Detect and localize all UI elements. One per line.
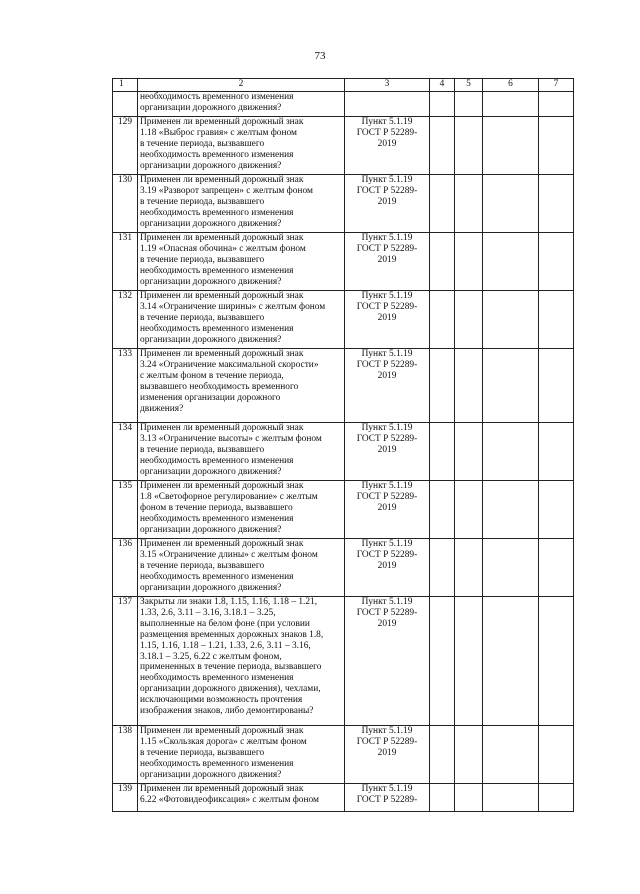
answer-cell <box>539 539 574 597</box>
answer-cell <box>539 423 574 481</box>
row-number-cell: 135 <box>113 481 138 539</box>
row-number-cell: 139 <box>113 784 138 812</box>
answer-cell <box>539 349 574 423</box>
answer-cell <box>455 175 483 233</box>
row-number-cell: 129 <box>113 117 138 175</box>
reference-text: Пункт 5.1.19 ГОСТ Р 52289- 2019 <box>356 117 418 149</box>
answer-cell <box>430 726 455 784</box>
question-cell <box>138 539 345 597</box>
table-row <box>113 175 574 233</box>
answer-cell <box>483 726 539 784</box>
table-row <box>113 597 574 726</box>
reference-cell <box>345 117 430 175</box>
question-text: Закрыты ли знаки 1.8, 1.15, 1.16, 1.18 – 1.21, 1.33, 2.6, 3.11 – 3.16, 3.18.1 – 3.25, выполненные на белом фоне (при условии размещения временных дорожных знаков 1.8, 1.15, 1.16, 1.18 – 1.21, 1.33, 2.6, 3.11 – 3.16, 3.18.1 – 3.25, 6.22 с желтым фоном, примененных в течение периода, вызвавшего необходимость временного изменения организации дорожного движения), чехлами, исключающими возможность прочтения изображения знаков, либо демонтированы? <box>140 597 324 717</box>
question-text: Применен ли временный дорожный знак 1.18 «Выброс гравия» с желтым фоном в течение периода, вызвавшего необходимость временного изменения организации дорожного движения? <box>140 117 304 171</box>
answer-cell <box>430 597 455 726</box>
table-row <box>113 784 574 812</box>
reference-cell <box>345 349 430 423</box>
column-header: 3 <box>345 79 430 92</box>
answer-cell <box>430 117 455 175</box>
answer-cell <box>430 481 455 539</box>
answer-cell <box>539 597 574 726</box>
column-header: 5 <box>455 79 483 92</box>
reference-text: Пункт 5.1.19 ГОСТ Р 52289- <box>356 784 418 805</box>
answer-cell <box>483 291 539 349</box>
table-row <box>113 539 574 597</box>
reference-text: Пункт 5.1.19 ГОСТ Р 52289- 2019 <box>356 481 418 513</box>
answer-cell <box>483 423 539 481</box>
reference-cell <box>345 726 430 784</box>
table-row <box>113 117 574 175</box>
answer-cell <box>430 539 455 597</box>
page-number: 73 <box>314 50 326 62</box>
answer-cell <box>455 539 483 597</box>
question-text: Применен ли временный дорожный знак 1.15 «Скользкая дорога» с желтым фоном в течение периода, вызвавшего необходимость временного изменения организации дорожного движения? <box>140 726 307 780</box>
table-row <box>113 233 574 291</box>
answer-cell <box>430 92 455 117</box>
column-header: 6 <box>483 79 539 92</box>
reference-text: Пункт 5.1.19 ГОСТ Р 52289- 2019 <box>356 349 418 381</box>
question-text: Применен ли временный дорожный знак 6.22 «Фотовидеофиксация» с желтым фоном <box>140 784 319 805</box>
answer-cell <box>539 233 574 291</box>
answer-cell <box>483 784 539 812</box>
question-text: Применен ли временный дорожный знак 1.19 «Опасная обочина» с желтым фоном в течение периода, вызвавшего необходимость временного изменения организации дорожного движения? <box>140 233 306 287</box>
reference-text: Пункт 5.1.19 ГОСТ Р 52289- 2019 <box>356 233 418 265</box>
question-text: Применен ли временный дорожный знак 1.8 «Светофорное регулирование» с желтым фоном в течение периода, вызвавшего необходимость временного изменения организации дорожного движения? <box>140 481 318 535</box>
table-row <box>113 291 574 349</box>
column-header: 4 <box>430 79 455 92</box>
answer-cell <box>483 175 539 233</box>
question-cell <box>138 423 345 481</box>
question-cell <box>138 481 345 539</box>
answer-cell <box>455 726 483 784</box>
row-number-cell: 138 <box>113 726 138 784</box>
reference-cell <box>345 539 430 597</box>
answer-cell <box>455 481 483 539</box>
answer-cell <box>483 117 539 175</box>
reference-cell <box>345 92 430 117</box>
answer-cell <box>455 597 483 726</box>
question-cell <box>138 117 345 175</box>
reference-text: Пункт 5.1.19 ГОСТ Р 52289- 2019 <box>356 423 418 455</box>
answer-cell <box>483 349 539 423</box>
answer-cell <box>430 349 455 423</box>
answer-cell <box>483 597 539 726</box>
answer-cell <box>430 175 455 233</box>
answer-cell <box>430 291 455 349</box>
column-header: 2 <box>138 79 345 92</box>
row-number-cell: 136 <box>113 539 138 597</box>
question-cell <box>138 92 345 117</box>
answer-cell <box>455 92 483 117</box>
answer-cell <box>539 784 574 812</box>
answer-cell <box>539 481 574 539</box>
answer-cell <box>455 233 483 291</box>
answer-cell <box>539 291 574 349</box>
table-row <box>113 349 574 423</box>
header-row <box>113 79 574 92</box>
question-text: Применен ли временный дорожный знак 3.24 «Ограничение максимальной скорости» с желтым фоном в течение периода, вызвавшего необходимость временного изменения организации дорожного движения? <box>140 349 319 414</box>
answer-cell <box>455 349 483 423</box>
question-text: Применен ли временный дорожный знак 3.13 «Ограничение высоты» с желтым фоном в течение периода, вызвавшего необходимость временного изменения организации дорожного движения? <box>140 423 322 477</box>
answer-cell <box>539 175 574 233</box>
answer-cell <box>455 423 483 481</box>
reference-text: Пункт 5.1.19 ГОСТ Р 52289- 2019 <box>356 291 418 323</box>
question-cell <box>138 784 345 812</box>
row-number-cell: 130 <box>113 175 138 233</box>
question-cell <box>138 349 345 423</box>
reference-cell <box>345 291 430 349</box>
continuation-row <box>113 92 574 117</box>
answer-cell <box>430 233 455 291</box>
question-cell <box>138 175 345 233</box>
question-text: необходимость временного изменения организации дорожного движения? <box>140 92 294 113</box>
reference-cell <box>345 784 430 812</box>
reference-cell <box>345 175 430 233</box>
answer-cell <box>539 117 574 175</box>
answer-cell <box>539 726 574 784</box>
answer-cell <box>483 233 539 291</box>
reference-cell <box>345 233 430 291</box>
answer-cell <box>430 423 455 481</box>
answer-cell <box>455 291 483 349</box>
answer-cell <box>483 92 539 117</box>
question-cell <box>138 291 345 349</box>
answer-cell <box>455 784 483 812</box>
reference-text: Пункт 5.1.19 ГОСТ Р 52289- 2019 <box>356 175 418 207</box>
question-cell <box>138 726 345 784</box>
reference-cell <box>345 423 430 481</box>
row-number-cell: 132 <box>113 291 138 349</box>
column-header: 7 <box>539 79 574 92</box>
column-header: 1 <box>113 79 138 92</box>
table-row <box>113 726 574 784</box>
answer-cell <box>483 481 539 539</box>
row-number-cell: 133 <box>113 349 138 423</box>
question-text: Применен ли временный дорожный знак 3.14 «Ограничение ширины» с желтым фоном в течение периода, вызвавшего необходимость временного изменения организации дорожного движения? <box>140 291 326 345</box>
question-text: Применен ли временный дорожный знак 3.15 «Ограничение длины» с желтым фоном в течение периода, вызвавшего необходимость временного изменения организации дорожного движения? <box>140 539 318 593</box>
question-cell <box>138 233 345 291</box>
row-number-cell <box>113 92 138 117</box>
question-cell <box>138 597 345 726</box>
row-number-cell: 134 <box>113 423 138 481</box>
row-number-cell: 131 <box>113 233 138 291</box>
answer-cell <box>483 539 539 597</box>
reference-text: Пункт 5.1.19 ГОСТ Р 52289- 2019 <box>356 539 418 571</box>
answer-cell <box>539 92 574 117</box>
checklist-table <box>112 78 574 812</box>
answer-cell <box>455 117 483 175</box>
reference-cell <box>345 481 430 539</box>
reference-text: Пункт 5.1.19 ГОСТ Р 52289- 2019 <box>356 597 418 629</box>
reference-cell <box>345 597 430 726</box>
table-row <box>113 423 574 481</box>
row-number-cell: 137 <box>113 597 138 726</box>
question-text: Применен ли временный дорожный знак 3.19 «Разворот запрещен» с желтым фоном в течение периода, вызвавшего необходимость временного изменения организации дорожного движения? <box>140 175 313 229</box>
reference-text: Пункт 5.1.19 ГОСТ Р 52289- 2019 <box>356 726 418 758</box>
answer-cell <box>430 784 455 812</box>
table-row <box>113 481 574 539</box>
